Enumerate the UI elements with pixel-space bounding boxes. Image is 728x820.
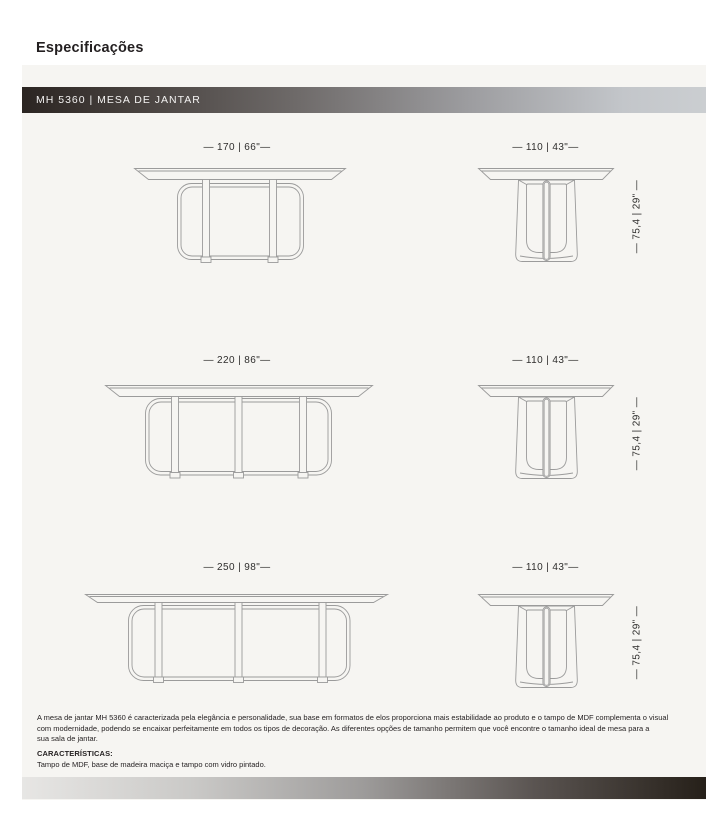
base-outer-outline	[178, 184, 304, 260]
front-view-drawing-220	[95, 377, 385, 487]
side-view-drawing-2	[470, 377, 650, 487]
product-header-label: MH 5360 | MESA DE JANTAR	[36, 94, 201, 106]
front-view-drawing-170	[130, 160, 350, 270]
leg-post	[172, 397, 179, 473]
footer-gradient-bar	[22, 777, 706, 799]
dim-height-1: — 75,4 | 29" —	[631, 179, 643, 254]
description-line-1: A mesa de jantar MH 5360 é caracterizada pela elegância e personalidade, sua base em formatos de elos proporciona mais estabilidade ao produto e o tampo de MDF complementa o visual	[37, 713, 669, 722]
features-text: Tampo de MDF, base de madeira maciça e tampo com vidro pintado.	[37, 760, 266, 769]
leg-post	[319, 603, 326, 678]
tabletop-outline	[86, 595, 388, 603]
leg-foot	[170, 473, 180, 479]
page-title: Especificações	[36, 40, 144, 56]
base-inner-outline	[181, 187, 300, 256]
leg-foot	[201, 257, 211, 263]
dim-width-side-1: — 110 | 43"—	[512, 142, 579, 153]
leg-post	[155, 603, 162, 678]
dim-height-3: — 75,4 | 29" —	[631, 605, 643, 680]
tabletop-outline	[106, 386, 373, 397]
leg-foot	[154, 677, 164, 683]
leg-foot	[298, 473, 308, 479]
leg-post	[235, 397, 242, 473]
leg-foot	[318, 677, 328, 683]
spec-panel	[22, 65, 706, 800]
side-view-drawing-3	[470, 586, 650, 696]
description-line-3: sua sala de jantar.	[37, 734, 98, 743]
dim-width-side-3: — 110 | 43"—	[512, 562, 579, 573]
dim-width-side-2: — 110 | 43"—	[512, 355, 579, 366]
leg-post	[235, 603, 242, 678]
tabletop-outline	[479, 386, 614, 397]
product-header-bar	[22, 87, 706, 113]
dim-height-2: — 75,4 | 29" —	[631, 396, 643, 471]
leg-post	[270, 180, 277, 258]
side-view-drawing-1	[470, 160, 650, 270]
tabletop-outline	[479, 169, 614, 180]
tabletop-outline	[479, 595, 614, 606]
leg-foot	[268, 257, 278, 263]
leg-foot	[234, 677, 244, 683]
dim-width-front-220: — 220 | 86"—	[203, 355, 271, 366]
leg-foot	[234, 473, 244, 479]
tabletop-outline	[135, 169, 346, 180]
dim-width-front-250: — 250 | 98"—	[203, 562, 271, 573]
description-line-2: com modernidade, podendo se encaixar perfeitamente em todos os tipos de decoração. As diferentes opções de tamanho permitem que você encontre o tamanho ideal de mesa para a	[37, 723, 650, 733]
dim-width-front-170: — 170 | 66"—	[203, 142, 271, 153]
front-view-drawing-250	[80, 586, 400, 696]
leg-post	[300, 397, 307, 473]
features-title: CARACTERÍSTICAS:	[37, 749, 113, 758]
leg-post	[203, 180, 210, 258]
